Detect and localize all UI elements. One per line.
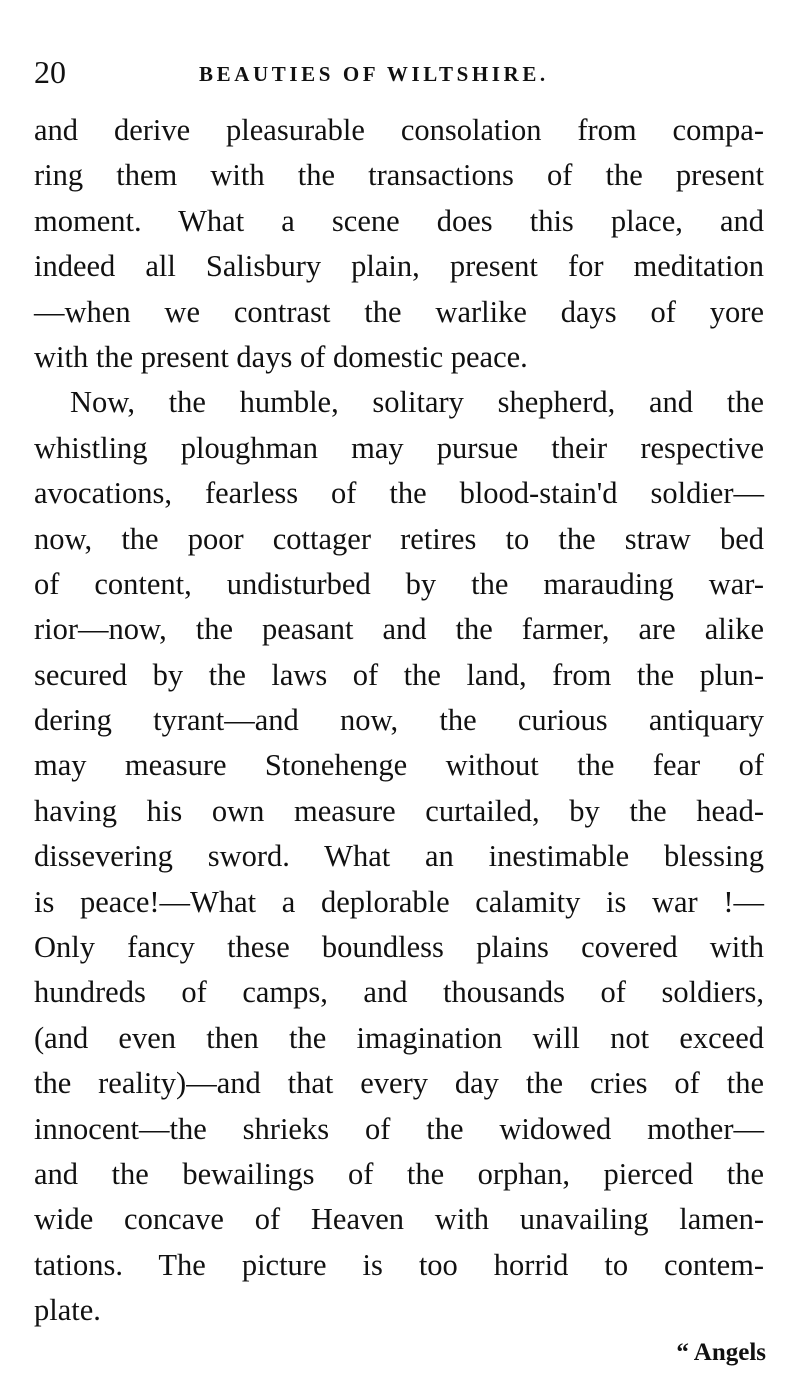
text-line: innocent—the shrieks of the widowed mother— (34, 1111, 764, 1146)
text-line: ring them with the transactions of the present (34, 158, 764, 193)
text-line: whistling ploughman may pursue their respective (34, 430, 764, 465)
text-line: indeed all Salisbury plain, present for meditation (34, 249, 764, 284)
text-line: and derive pleasurable consolation from compa- (34, 113, 764, 147)
text-line: avocations, fearless of the blood-stain'd soldier— (34, 476, 764, 511)
running-head (34, 52, 764, 92)
text-line: moment. What a scene does this place, and (34, 203, 764, 238)
text-line: secured by the laws of the land, from the plun- (34, 657, 764, 692)
text-line: may measure Stonehenge without the fear of (34, 748, 764, 783)
catchword: “ Angels (676, 1339, 766, 1366)
text-line: now, the poor cottager retires to the straw bed (34, 521, 764, 556)
text-line: the reality)—and that every day the cries of the (34, 1066, 764, 1101)
text-line: hundreds of camps, and thousands of soldiers, (34, 975, 764, 1010)
text-line: with the present days of domestic peace. (34, 339, 528, 374)
text-line: plate. (34, 1293, 101, 1328)
text-line: wide concave of Heaven with unavailing lamen- (34, 1202, 764, 1237)
text-line: dering tyrant—and now, the curious antiquary (34, 703, 764, 738)
text-line: Only fancy these boundless plains covered with (34, 930, 764, 965)
text-line: having his own measure curtailed, by the head- (34, 793, 764, 828)
paragraph-start-line: Now, the humble, solitary shepherd, and the (70, 385, 764, 420)
text-line: tations. The picture is too horrid to contem- (34, 1247, 764, 1282)
text-line: (and even then the imagination will not exceed (34, 1020, 764, 1055)
text-line: and the bewailings of the orphan, pierced the (34, 1156, 764, 1191)
text-line: rior—now, the peasant and the farmer, are alike (34, 612, 764, 647)
running-title: BEAUTIES OF WILTSHIRE. (199, 62, 549, 86)
text-line: of content, undisturbed by the marauding war- (34, 566, 764, 601)
text-line: —when we contrast the warlike days of yore (34, 294, 764, 329)
text-line: dissevering sword. What an inestimable blessing (34, 839, 764, 874)
page-number: 20 (34, 54, 66, 90)
text-line: is peace!—What a deplorable calamity is war !— (34, 884, 764, 919)
body-text (34, 108, 764, 1334)
